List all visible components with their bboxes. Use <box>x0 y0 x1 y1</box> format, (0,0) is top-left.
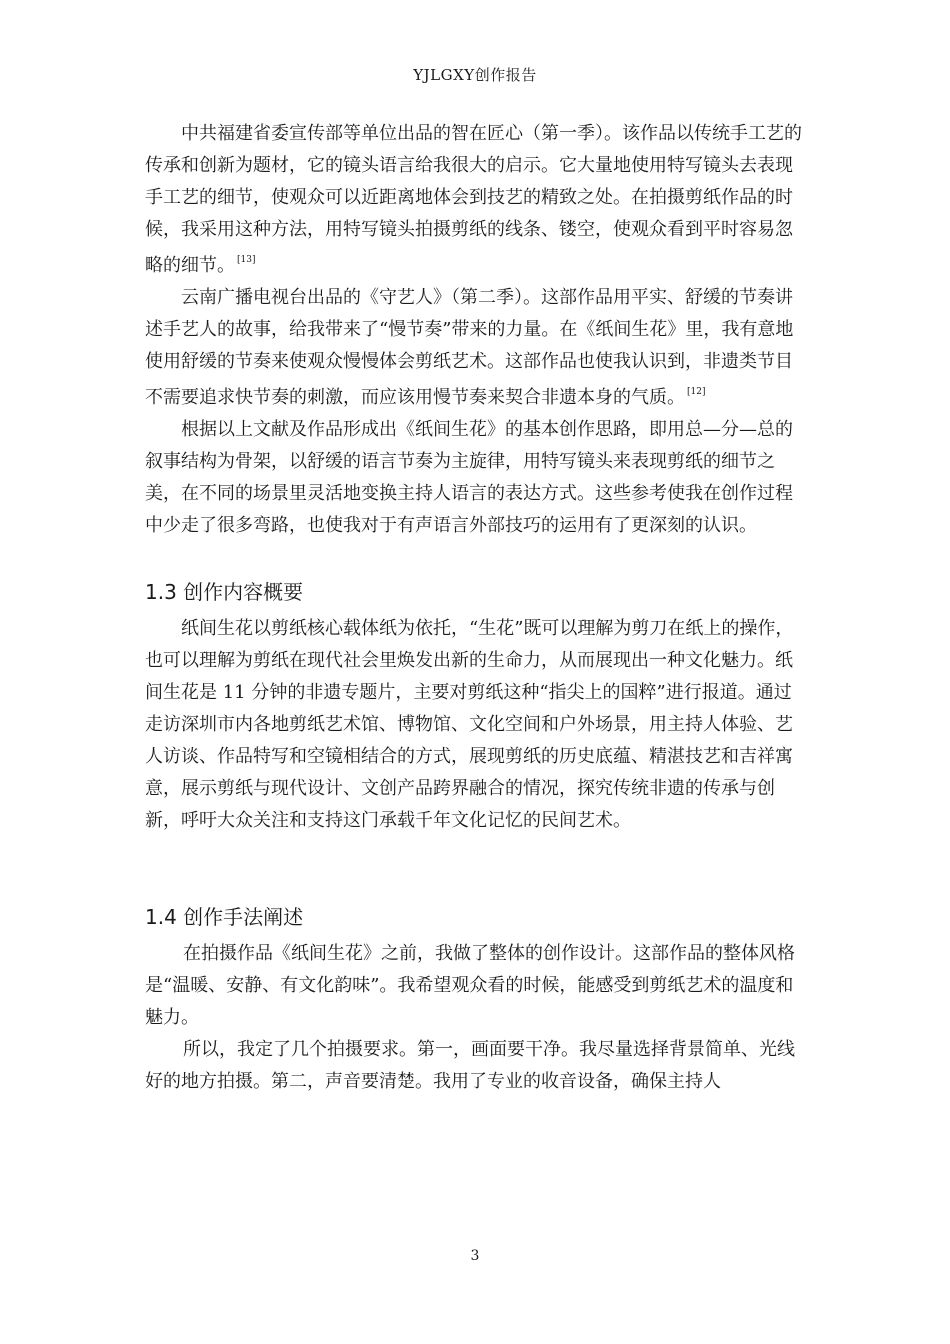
paragraph-creative-approach: 根据以上文献及作品形成出《纸间生花》的基本创作思路，即用总—分—总的叙事结构为骨架，以舒缓的语言节奏为主旋律，用特写镜头来表现剪纸的细节之美，在不同的场景里灵活地变换主持人语言的表达方式。这些参考使我在创作过程中少走了很多弯路，也使我对于有声语言外部技巧的运用有了更深刻的认识。 <box>145 419 793 536</box>
citation-13: [13] <box>237 255 256 265</box>
paragraph-content-summary: 纸间生花以剪纸核心载体纸为依托，“生花”既可以理解为剪刀在纸上的操作，也可以理解为剪纸在现代社会里焕发出新的生命力，从而展现出一种文化魅力。纸间生花是 11 分钟的非遗专题片，主要对剪纸这种“指尖上的国粹”进行报道。通过走访深圳市内各地剪纸艺术馆、博物馆、文化空间和户外场景，用主持人体验、艺人访谈、作品特写和空镜相结合的方式，展现剪纸的历史底蕴、精湛技艺和吉祥寓意，展示剪纸与现代设计、文创产品跨界融合的情况，探究传统非遗的传承与创新，呼吁大众关注和支持这门承载千年文化记忆的民间艺术。 <box>145 618 794 831</box>
paragraph-shooting-requirements: 所以，我定了几个拍摄要求。第一，画面要干净。我尽量选择背景简单、光线好的地方拍摄。第二，声音要清楚。我用了专业的收音设备，确保主持人 <box>145 1039 795 1092</box>
document-body <box>145 118 805 1098</box>
citation-12: [12] <box>687 387 706 397</box>
paragraph-design-style: 在拍摄作品《纸间生花》之前，我做了整体的创作设计。这部作品的整体风格是“温暖、安静、有文化韵味”。我希望观众看的时候，能感受到剪纸艺术的温度和魅力。 <box>145 943 795 1028</box>
page-number: 3 <box>470 1248 480 1264</box>
paragraph-shouyiren: 云南广播电视台出品的《守艺人》（第二季）。这部作品用平实、舒缓的节奏讲述手艺人的故事，给我带来了“慢节奏”带来的力量。在《纸间生花》里，我有意地使用舒缓的节奏来使观众慢慢体会剪纸艺术。这部作品也使我认识到，非遗类节目不需要追求快节奏的刺激，而应该用慢节奏来契合非遗本身的气质。 [12] <box>145 287 794 408</box>
page-header-title: YJLGXY创作报告 <box>413 66 537 84</box>
section-heading-1-3: 1.3 创作内容概要 <box>145 580 304 604</box>
section-heading-1-4: 1.4 创作手法阐述 <box>145 905 304 929</box>
paragraph-zhizaijiangxin: 中共福建省委宣传部等单位出品的智在匠心（第一季）。该作品以传统手工艺的传承和创新为题材，它的镜头语言给我很大的启示。它大量地使用特写镜头去表现手工艺的细节，使观众可以近距离地体会到技艺的精致之处。在拍摄剪纸作品的时候，我采用这种方法，用特写镜头拍摄剪纸的线条、镂空，使观众看到平时容易忽略的细节。 [13] <box>145 123 802 276</box>
